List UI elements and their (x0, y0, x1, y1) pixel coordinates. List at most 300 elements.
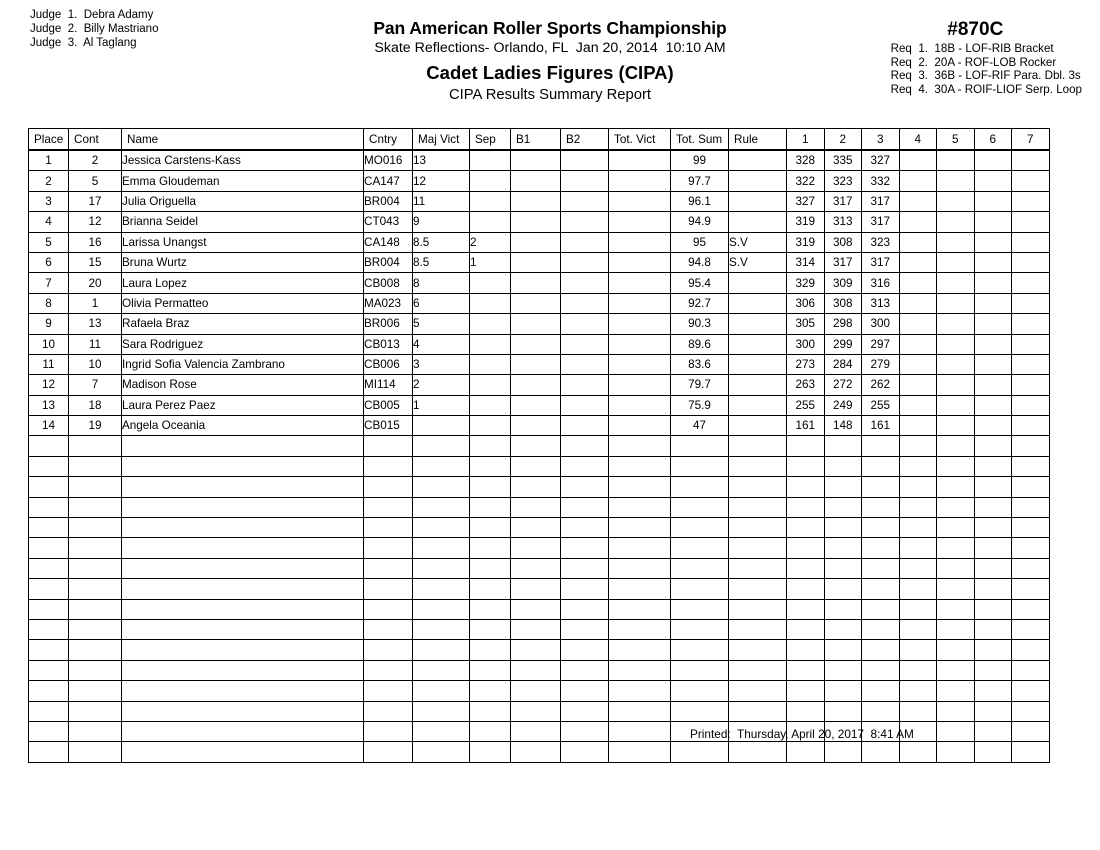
cell-empty (862, 701, 900, 721)
cell-cont: 7 (69, 375, 122, 395)
cell-j2: 323 (824, 171, 862, 191)
cell-b1 (511, 273, 561, 293)
cell-empty (1012, 599, 1050, 619)
cell-empty (511, 497, 561, 517)
cell-empty (729, 518, 787, 538)
col-header-judge-3: 3 (862, 129, 900, 151)
cell-place: 4 (29, 212, 69, 232)
cell-cntry: CT043 (364, 212, 413, 232)
cell-empty (413, 538, 470, 558)
table-row-empty[interactable] (29, 660, 1050, 680)
cell-empty (69, 456, 122, 476)
cell-empty (511, 721, 561, 741)
table-row[interactable] (29, 171, 1050, 191)
cell-empty (671, 497, 729, 517)
cell-empty (511, 518, 561, 538)
cell-empty (69, 558, 122, 578)
cell-empty (671, 681, 729, 701)
cell-rule: S.V (729, 232, 787, 252)
table-row[interactable] (29, 314, 1050, 334)
cell-place: 12 (29, 375, 69, 395)
cell-empty (364, 436, 413, 456)
cell-empty (729, 742, 787, 762)
cell-empty (862, 558, 900, 578)
cell-place: 14 (29, 416, 69, 436)
col-header-judge-4: 4 (899, 129, 937, 151)
cell-maj_vict: 2 (413, 375, 470, 395)
cell-empty (511, 640, 561, 660)
cell-cntry: BR004 (364, 191, 413, 211)
cell-empty (974, 579, 1012, 599)
table-row-empty[interactable] (29, 701, 1050, 721)
cell-empty (974, 681, 1012, 701)
cell-empty (122, 538, 364, 558)
cell-empty (29, 742, 69, 762)
cell-maj_vict: 8.5 (413, 252, 470, 272)
cell-j4 (899, 416, 937, 436)
cell-j3: 255 (862, 395, 900, 415)
cell-empty (122, 497, 364, 517)
requirement-2: Req 2. 20A - ROF-LOB Rocker (890, 55, 1057, 69)
cell-rule (729, 150, 787, 171)
cell-j7 (1012, 212, 1050, 232)
cell-j4 (899, 293, 937, 313)
table-body (29, 150, 1050, 762)
cell-empty (29, 619, 69, 639)
cell-empty (122, 660, 364, 680)
table-row[interactable] (29, 416, 1050, 436)
cell-b1 (511, 191, 561, 211)
cell-tot_sum: 75.9 (671, 395, 729, 415)
cell-empty (364, 721, 413, 741)
cell-name: Jessica Carstens-Kass (122, 150, 364, 171)
col-header-b1: B1 (511, 129, 561, 151)
cell-j2: 317 (824, 252, 862, 272)
cell-empty (937, 579, 975, 599)
cell-empty (561, 681, 609, 701)
table-row[interactable] (29, 273, 1050, 293)
cell-empty (364, 558, 413, 578)
cell-empty (899, 477, 937, 497)
cell-empty (974, 558, 1012, 578)
cell-tot_vict (609, 416, 671, 436)
cell-b1 (511, 395, 561, 415)
cell-empty (609, 538, 671, 558)
cell-j2: 309 (824, 273, 862, 293)
cell-empty (824, 660, 862, 680)
cell-empty (862, 681, 900, 701)
cell-b1 (511, 150, 561, 171)
col-header-place: Place (29, 129, 69, 151)
table-row-empty[interactable] (29, 538, 1050, 558)
cell-j6 (974, 375, 1012, 395)
cell-empty (937, 701, 975, 721)
event-number: #870C (947, 19, 1004, 40)
cell-sep (470, 395, 511, 415)
cell-place: 6 (29, 252, 69, 272)
cell-empty (824, 436, 862, 456)
cell-j2: 308 (824, 232, 862, 252)
cell-empty (824, 619, 862, 639)
cell-empty (364, 660, 413, 680)
table-row-empty[interactable] (29, 579, 1050, 599)
cell-j3: 317 (862, 191, 900, 211)
col-header-judge-1: 1 (787, 129, 825, 151)
cell-tot_sum: 89.6 (671, 334, 729, 354)
cell-tot_sum: 97.7 (671, 171, 729, 191)
cell-cont: 2 (69, 150, 122, 171)
cell-empty (561, 640, 609, 660)
cell-j5 (937, 395, 975, 415)
cell-empty (561, 660, 609, 680)
cell-cntry: CB013 (364, 334, 413, 354)
cell-tot_sum: 79.7 (671, 375, 729, 395)
cell-empty (122, 558, 364, 578)
cell-empty (899, 681, 937, 701)
cell-j3: 262 (862, 375, 900, 395)
cell-empty (937, 599, 975, 619)
cell-b1 (511, 252, 561, 272)
cell-empty (29, 640, 69, 660)
cell-cont: 19 (69, 416, 122, 436)
cell-j4 (899, 252, 937, 272)
cell-name: Sara Rodriguez (122, 334, 364, 354)
cell-j3: 317 (862, 252, 900, 272)
cell-empty (862, 456, 900, 476)
cell-empty (511, 660, 561, 680)
cell-sep: 2 (470, 232, 511, 252)
table-row-empty[interactable] (29, 742, 1050, 762)
cell-empty (671, 579, 729, 599)
cell-j4 (899, 395, 937, 415)
cell-empty (29, 660, 69, 680)
table-row-empty[interactable] (29, 456, 1050, 476)
table-row[interactable] (29, 212, 1050, 232)
cell-empty (824, 538, 862, 558)
cell-empty (364, 599, 413, 619)
cell-empty (824, 701, 862, 721)
cell-empty (824, 518, 862, 538)
cell-j4 (899, 354, 937, 374)
cell-cont: 15 (69, 252, 122, 272)
cell-empty (29, 701, 69, 721)
cell-j2: 272 (824, 375, 862, 395)
cell-b1 (511, 354, 561, 374)
cell-empty (511, 456, 561, 476)
cell-b1 (511, 375, 561, 395)
cell-empty (1012, 721, 1050, 741)
cell-empty (69, 742, 122, 762)
cell-tot_vict (609, 252, 671, 272)
cell-name: Rafaela Braz (122, 314, 364, 334)
cell-j7 (1012, 171, 1050, 191)
cell-tot_vict (609, 395, 671, 415)
table-row-empty[interactable] (29, 619, 1050, 639)
cell-empty (1012, 436, 1050, 456)
cell-j4 (899, 191, 937, 211)
cell-name: Emma Gloudeman (122, 171, 364, 191)
table-row-empty[interactable] (29, 497, 1050, 517)
table-row[interactable] (29, 232, 1050, 252)
cell-b2 (561, 212, 609, 232)
cell-cont: 20 (69, 273, 122, 293)
cell-empty (862, 619, 900, 639)
cell-j6 (974, 171, 1012, 191)
cell-empty (29, 599, 69, 619)
table-row-empty[interactable] (29, 640, 1050, 660)
cell-empty (899, 619, 937, 639)
cell-rule (729, 273, 787, 293)
cell-j2: 335 (824, 150, 862, 171)
cell-empty (470, 538, 511, 558)
cell-j4 (899, 314, 937, 334)
cell-j3: 300 (862, 314, 900, 334)
cell-j3: 332 (862, 171, 900, 191)
cell-j7 (1012, 416, 1050, 436)
cell-j1: 329 (787, 273, 825, 293)
cell-empty (974, 456, 1012, 476)
cell-tot_vict (609, 232, 671, 252)
cell-empty (787, 579, 825, 599)
cell-j1: 319 (787, 212, 825, 232)
cell-j3: 316 (862, 273, 900, 293)
cell-empty (609, 681, 671, 701)
cell-cont: 13 (69, 314, 122, 334)
cell-empty (69, 619, 122, 639)
cell-empty (413, 436, 470, 456)
cell-empty (413, 742, 470, 762)
cell-cont: 1 (69, 293, 122, 313)
report-subtitle: CIPA Results Summary Report (448, 87, 651, 103)
cell-j4 (899, 171, 937, 191)
cell-j2: 313 (824, 212, 862, 232)
cell-empty (671, 742, 729, 762)
cell-empty (787, 599, 825, 619)
cell-empty (729, 660, 787, 680)
table-row[interactable] (29, 354, 1050, 374)
cell-empty (862, 477, 900, 497)
cell-maj_vict: 8.5 (413, 232, 470, 252)
cell-empty (122, 579, 364, 599)
cell-cont: 12 (69, 212, 122, 232)
cell-name: Laura Perez Paez (122, 395, 364, 415)
table-row[interactable] (29, 252, 1050, 272)
table-row-empty[interactable] (29, 477, 1050, 497)
cell-empty (899, 599, 937, 619)
report-title-block (240, 18, 860, 106)
cell-tot_vict (609, 314, 671, 334)
cell-b2 (561, 232, 609, 252)
cell-empty (561, 518, 609, 538)
requirements-list (891, 42, 1082, 97)
cell-empty (862, 640, 900, 660)
cell-empty (899, 660, 937, 680)
cell-empty (122, 640, 364, 660)
table-row-empty[interactable] (29, 558, 1050, 578)
cell-j7 (1012, 150, 1050, 171)
col-header-rule: Rule (729, 129, 787, 151)
cell-empty (511, 558, 561, 578)
cell-cntry: MO016 (364, 150, 413, 171)
cell-b1 (511, 232, 561, 252)
cell-cntry: BR004 (364, 252, 413, 272)
cell-maj_vict: 9 (413, 212, 470, 232)
col-header-judge-6: 6 (974, 129, 1012, 151)
cell-name: Angela Oceania (122, 416, 364, 436)
cell-empty (862, 538, 900, 558)
cell-empty (899, 538, 937, 558)
cell-empty (413, 619, 470, 639)
cell-empty (899, 436, 937, 456)
cell-place: 13 (29, 395, 69, 415)
cell-empty (937, 497, 975, 517)
judge-line-2: Judge 2. Billy Mastriano (30, 23, 159, 36)
cell-j6 (974, 314, 1012, 334)
cell-j7 (1012, 293, 1050, 313)
cell-tot_sum: 99 (671, 150, 729, 171)
cell-empty (413, 558, 470, 578)
cell-empty (69, 579, 122, 599)
judge-line-3: Judge 3. Al Taglang (30, 37, 137, 50)
cell-name: Olivia Permatteo (122, 293, 364, 313)
cell-empty (561, 721, 609, 741)
table-row-empty[interactable] (29, 436, 1050, 456)
cell-empty (364, 579, 413, 599)
cell-j6 (974, 354, 1012, 374)
cell-empty (671, 518, 729, 538)
cell-empty (69, 599, 122, 619)
cell-maj_vict: 5 (413, 314, 470, 334)
cell-empty (470, 477, 511, 497)
cell-empty (364, 477, 413, 497)
cell-empty (122, 436, 364, 456)
cell-empty (937, 640, 975, 660)
col-header-maj-vict: Maj Vict (413, 129, 470, 151)
cell-empty (729, 558, 787, 578)
cell-cont: 10 (69, 354, 122, 374)
cell-empty (729, 477, 787, 497)
cell-j1: 314 (787, 252, 825, 272)
table-row-empty[interactable] (29, 518, 1050, 538)
cell-b1 (511, 334, 561, 354)
cell-empty (29, 456, 69, 476)
cell-empty (29, 497, 69, 517)
cell-j1: 328 (787, 150, 825, 171)
cell-rule (729, 293, 787, 313)
cell-empty (1012, 538, 1050, 558)
cell-empty (470, 599, 511, 619)
cell-empty (69, 660, 122, 680)
cell-empty (787, 558, 825, 578)
cell-empty (974, 660, 1012, 680)
cell-maj_vict: 13 (413, 150, 470, 171)
cell-empty (364, 701, 413, 721)
cell-empty (974, 599, 1012, 619)
cell-b2 (561, 273, 609, 293)
cell-j1: 319 (787, 232, 825, 252)
table-row[interactable] (29, 191, 1050, 211)
cell-j5 (937, 375, 975, 395)
cell-cntry: CA148 (364, 232, 413, 252)
cell-empty (511, 701, 561, 721)
cell-tot_vict (609, 293, 671, 313)
cell-empty (413, 518, 470, 538)
table-row[interactable] (29, 395, 1050, 415)
cell-empty (974, 742, 1012, 762)
cell-empty (671, 701, 729, 721)
cell-empty (729, 497, 787, 517)
table-row[interactable] (29, 334, 1050, 354)
cell-tot_vict (609, 375, 671, 395)
cell-cont: 16 (69, 232, 122, 252)
table-row[interactable] (29, 375, 1050, 395)
cell-j2: 298 (824, 314, 862, 334)
cell-tot_sum: 90.3 (671, 314, 729, 334)
cell-rule: S.V (729, 252, 787, 272)
cell-empty (787, 640, 825, 660)
table-row-empty[interactable] (29, 599, 1050, 619)
table-row[interactable] (29, 293, 1050, 313)
cell-j1: 255 (787, 395, 825, 415)
cell-j3: 323 (862, 232, 900, 252)
cell-j1: 322 (787, 171, 825, 191)
cell-j7 (1012, 354, 1050, 374)
cell-empty (122, 477, 364, 497)
division-title: Cadet Ladies Figures (CIPA) (426, 62, 674, 83)
table-row-empty[interactable] (29, 681, 1050, 701)
cell-empty (364, 681, 413, 701)
cell-empty (1012, 477, 1050, 497)
cell-empty (561, 579, 609, 599)
cell-tot_sum: 83.6 (671, 354, 729, 374)
cell-tot_sum: 95 (671, 232, 729, 252)
cell-empty (974, 640, 1012, 660)
table-row[interactable] (29, 150, 1050, 171)
cell-b2 (561, 150, 609, 171)
cell-tot_sum: 96.1 (671, 191, 729, 211)
cell-empty (729, 599, 787, 619)
cell-empty (470, 436, 511, 456)
cell-maj_vict: 8 (413, 273, 470, 293)
cell-place: 1 (29, 150, 69, 171)
cell-empty (974, 518, 1012, 538)
cell-empty (974, 538, 1012, 558)
cell-empty (787, 436, 825, 456)
cell-tot_sum: 47 (671, 416, 729, 436)
cell-empty (122, 742, 364, 762)
cell-j7 (1012, 273, 1050, 293)
cell-j5 (937, 171, 975, 191)
cell-empty (364, 619, 413, 639)
cell-j7 (1012, 334, 1050, 354)
cell-empty (511, 436, 561, 456)
cell-empty (937, 681, 975, 701)
cell-empty (470, 721, 511, 741)
cell-empty (122, 619, 364, 639)
col-header-sep: Sep (470, 129, 511, 151)
cell-rule (729, 354, 787, 374)
cell-cntry: CB005 (364, 395, 413, 415)
cell-sep (470, 416, 511, 436)
cell-empty (671, 558, 729, 578)
cell-empty (470, 558, 511, 578)
cell-empty (413, 701, 470, 721)
cell-j1: 305 (787, 314, 825, 334)
cell-empty (862, 599, 900, 619)
cell-name: Bruna Wurtz (122, 252, 364, 272)
cell-tot_vict (609, 334, 671, 354)
col-header-judge-2: 2 (824, 129, 862, 151)
